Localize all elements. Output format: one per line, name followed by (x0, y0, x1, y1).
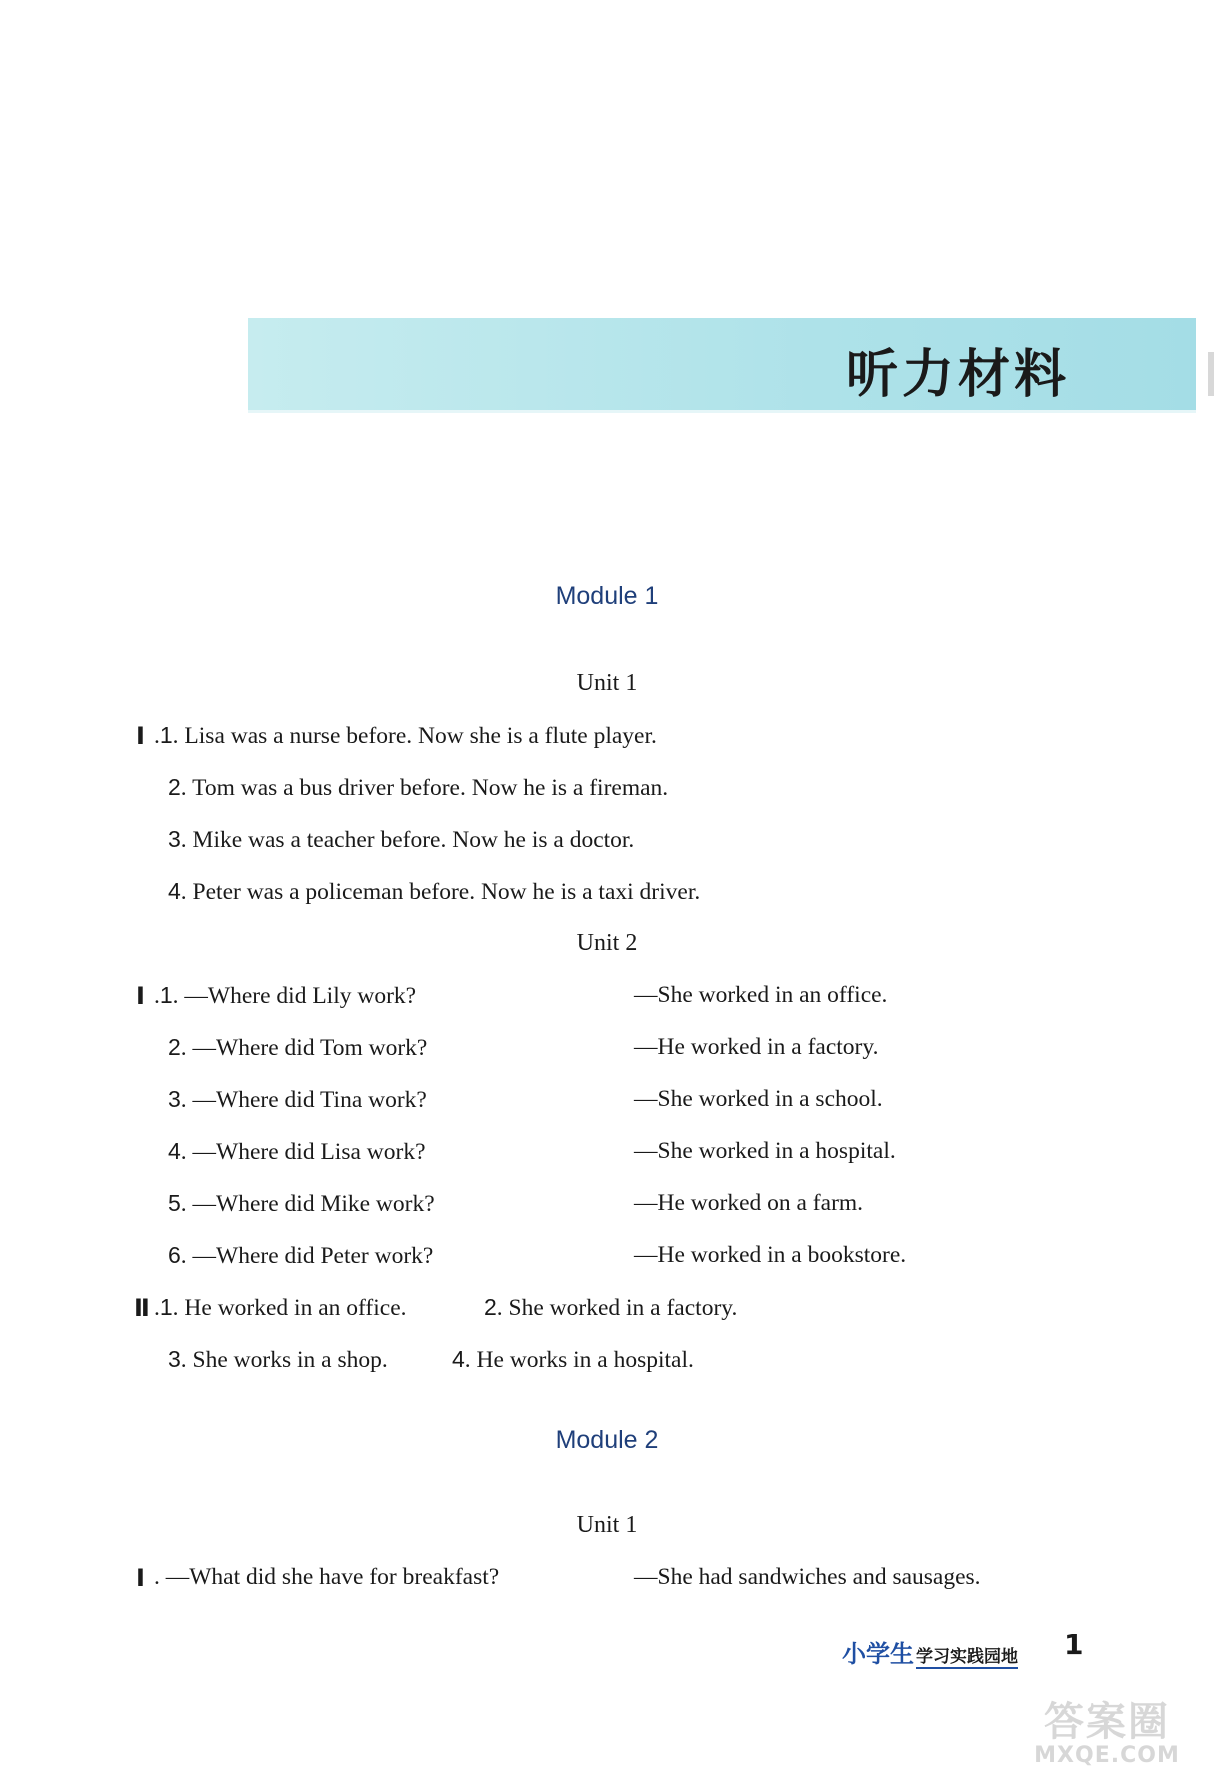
module2-title: Module 2 (555, 1426, 659, 1454)
item-number: 3 (168, 1346, 181, 1372)
title-banner (248, 318, 1196, 413)
answer-text: —She worked in a school. (634, 1086, 883, 1112)
item-text: He worked in an office. (184, 1295, 407, 1321)
item-number: 2 (168, 774, 181, 800)
answer-text: —He worked in a factory. (634, 1034, 879, 1060)
item-number: 4 (168, 878, 181, 904)
item-number: 5 (168, 1190, 181, 1216)
section-marker: Ⅰ (136, 1564, 145, 1592)
answer-text: —She worked in a hospital. (634, 1138, 896, 1164)
list-item: 4. He works in a hospital. (452, 1346, 694, 1373)
item-text: She works in a shop. (192, 1347, 388, 1373)
list-item: 3. Mike was a teacher before. Now he is a doctor. (168, 826, 635, 853)
item-number: 2 (484, 1294, 497, 1320)
item-text: She worked in a factory. (508, 1295, 738, 1321)
item-text: Peter was a policeman before. Now he is a taxi driver. (192, 879, 701, 905)
module1-unit2-title: Unit 2 (576, 930, 638, 956)
section-marker: Ⅰ (136, 722, 145, 750)
list-item: 5. —Where did Mike work? (168, 1190, 435, 1217)
answer-text: —He worked on a farm. (634, 1190, 864, 1216)
list-item: . —What did she have for breakfast? (154, 1564, 500, 1590)
item-number: 6 (168, 1242, 181, 1268)
list-item: .1. Lisa was a nurse before. Now she is a flute player. (154, 722, 657, 749)
item-text: Tom was a bus driver before. Now he is a fireman. (192, 775, 669, 801)
brand-subtitle: 学习实践园地 (916, 1647, 1018, 1667)
page-title: 听力材料 (845, 345, 1070, 405)
item-number: 1 (159, 982, 173, 1008)
item-number: 1 (159, 1294, 173, 1320)
list-item: .1. He worked in an office. (154, 1294, 407, 1321)
module2-unit1-title: Unit 1 (576, 1512, 638, 1538)
section-marker: Ⅰ (136, 982, 145, 1010)
watermark-logo: 答案圈 (1044, 1699, 1170, 1745)
footer-brand-logo (842, 1634, 1018, 1669)
list-item: 4. —Where did Lisa work? (168, 1138, 426, 1165)
brand-name: 小学生 (842, 1640, 914, 1668)
watermark (1000, 1690, 1214, 1768)
banner-edge-decoration (1208, 352, 1214, 396)
item-number: 3 (168, 826, 181, 852)
answer-text: —She had sandwiches and sausages. (634, 1564, 981, 1590)
module1-unit1-title: Unit 1 (576, 670, 638, 696)
question-text: —Where did Lisa work? (192, 1139, 426, 1165)
module1-title: Module 1 (555, 582, 659, 610)
question-text: —Where did Lily work? (184, 983, 417, 1009)
item-number: 4 (168, 1138, 181, 1164)
question-text: —What did she have for breakfast? (165, 1564, 500, 1590)
question-text: —Where did Peter work? (192, 1243, 434, 1269)
item-number: 2 (168, 1034, 181, 1060)
item-text: Lisa was a nurse before. Now she is a flute player. (184, 723, 657, 749)
item-number: 1 (159, 722, 173, 748)
item-text: Mike was a teacher before. Now he is a doctor. (192, 827, 635, 853)
question-text: —Where did Mike work? (192, 1191, 435, 1217)
watermark-url: MXQE.COM (1034, 1743, 1180, 1768)
list-item: 3. —Where did Tina work? (168, 1086, 427, 1113)
list-item: 4. Peter was a policeman before. Now he is a taxi driver. (168, 878, 701, 905)
item-number: 3 (168, 1086, 181, 1112)
item-text: He works in a hospital. (476, 1347, 694, 1373)
list-item: 2. Tom was a bus driver before. Now he is a fireman. (168, 774, 669, 801)
question-text: —Where did Tina work? (192, 1087, 427, 1113)
answer-text: —She worked in an office. (634, 982, 888, 1008)
list-item: .1. —Where did Lily work? (154, 982, 417, 1009)
list-item: 2. —Where did Tom work? (168, 1034, 428, 1061)
list-item: 3. She works in a shop. (168, 1346, 388, 1373)
section-marker: Ⅱ (134, 1294, 150, 1322)
question-text: —Where did Tom work? (192, 1035, 428, 1061)
item-number: 4 (452, 1346, 465, 1372)
list-item: 6. —Where did Peter work? (168, 1242, 434, 1269)
list-item: 2. She worked in a factory. (484, 1294, 738, 1321)
page-number: 1 (1064, 1628, 1084, 1661)
answer-text: —He worked in a bookstore. (634, 1242, 907, 1268)
